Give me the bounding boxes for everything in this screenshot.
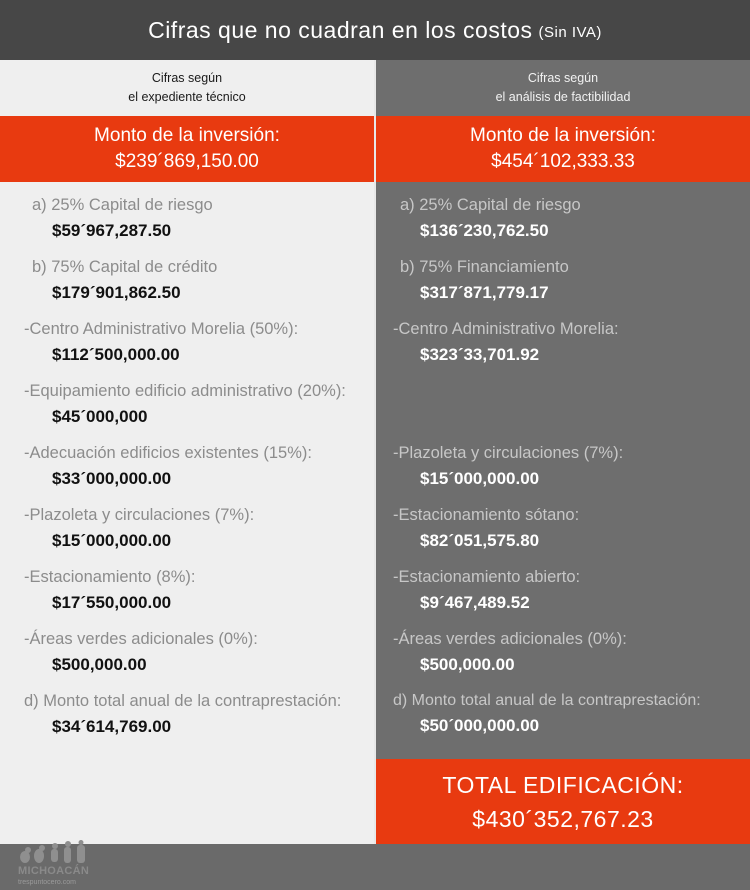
item-value: $17´550,000.00 (52, 593, 172, 612)
list-item (376, 568, 750, 613)
item-value: $136´230,762.50 (420, 221, 549, 240)
item-label: -Plazoleta y circulaciones (7%): (24, 506, 255, 524)
logo-name: MICHOACÁN (18, 865, 90, 877)
right-header-line-1: Cifras según (527, 71, 599, 85)
item-label: -Equipamiento edificio administrativo (20%): (24, 382, 346, 400)
total-box (376, 759, 750, 844)
list-item (0, 506, 398, 551)
item-value: $112´500,000.00 (52, 345, 180, 364)
right-investment-value: $454´102,333.33 (491, 151, 635, 172)
item-value: $179´901,862.50 (52, 283, 181, 302)
list-item (0, 382, 398, 427)
right-column-header (376, 60, 750, 116)
item-value: $45´000,000 (52, 407, 148, 426)
item-value: $82´051,575.80 (420, 531, 540, 550)
item-label: a) 25% Capital de riesgo (400, 196, 581, 214)
item-label: d) Monto total anual de la contraprestación: (24, 692, 342, 710)
logo-url: trespuntocero.com (18, 879, 76, 886)
right-investment-box (376, 116, 750, 182)
item-value: $9´467,489.52 (420, 593, 530, 612)
item-value: $323´33,701.92 (420, 345, 540, 364)
item-label: d) Monto total anual de la contraprestación: (393, 692, 701, 709)
item-label: -Plazoleta y circulaciones (7%): (393, 444, 624, 462)
item-label: -Áreas verdes adicionales (0%): (393, 630, 627, 648)
left-header-line-1: Cifras según (151, 71, 223, 85)
list-item (0, 630, 398, 675)
item-value: $59´967,287.50 (52, 221, 172, 240)
michoacan-logo (18, 840, 98, 890)
left-investment-label: Monto de la inversión: (94, 125, 280, 146)
list-item (376, 692, 750, 736)
item-value: $500,000.00 (420, 655, 515, 674)
list-item (0, 568, 398, 613)
right-header-line-2: el análisis de factibilidad (495, 90, 631, 104)
item-label: -Centro Administrativo Morelia: (393, 320, 619, 338)
left-column (0, 60, 374, 886)
item-label: -Estacionamiento sótano: (393, 506, 580, 524)
item-value: $50´000,000.00 (420, 716, 540, 735)
list-item (0, 196, 406, 241)
item-value: $500,000.00 (52, 655, 147, 674)
left-investment-value: $239´869,150.00 (115, 151, 259, 172)
item-value: $34´614,769.00 (52, 717, 172, 736)
item-label: b) 75% Capital de crédito (32, 258, 218, 276)
total-label: TOTAL EDIFICACIÓN: (442, 771, 684, 798)
list-item (0, 692, 398, 737)
list-item (376, 258, 750, 303)
title-subtitle: (Sin IVA) (538, 23, 602, 41)
item-label: -Adecuación edificios existentes (15%): (24, 444, 312, 462)
item-label: -Centro Administrativo Morelia (50%): (24, 320, 299, 338)
item-label: b) 75% Financiamiento (400, 258, 569, 276)
item-value: $15´000,000.00 (52, 531, 172, 550)
item-label: -Estacionamiento abierto: (393, 568, 581, 586)
list-item (0, 320, 398, 365)
list-item (376, 320, 750, 365)
list-item (376, 630, 750, 675)
item-label: a) 25% Capital de riesgo (32, 196, 213, 214)
left-header-line-2: el expediente técnico (128, 90, 246, 104)
left-investment-box (0, 116, 374, 182)
right-column (376, 60, 750, 844)
right-investment-label: Monto de la inversión: (470, 125, 656, 146)
item-value: $15´000,000.00 (420, 469, 540, 488)
item-value: $33´000,000.00 (52, 469, 172, 488)
total-value: $430´352,767.23 (472, 805, 654, 832)
list-item (376, 506, 750, 551)
list-item (376, 196, 750, 241)
item-label: -Áreas verdes adicionales (0%): (24, 630, 258, 648)
list-item (0, 258, 406, 303)
item-value: $317´871,779.17 (420, 283, 549, 302)
item-label: -Estacionamiento (8%): (24, 568, 196, 586)
list-item (376, 444, 750, 489)
list-item (0, 444, 398, 489)
title-main: Cifras que no cuadran en los costos (148, 16, 533, 43)
page-title (0, 0, 750, 60)
left-column-header (0, 60, 374, 116)
